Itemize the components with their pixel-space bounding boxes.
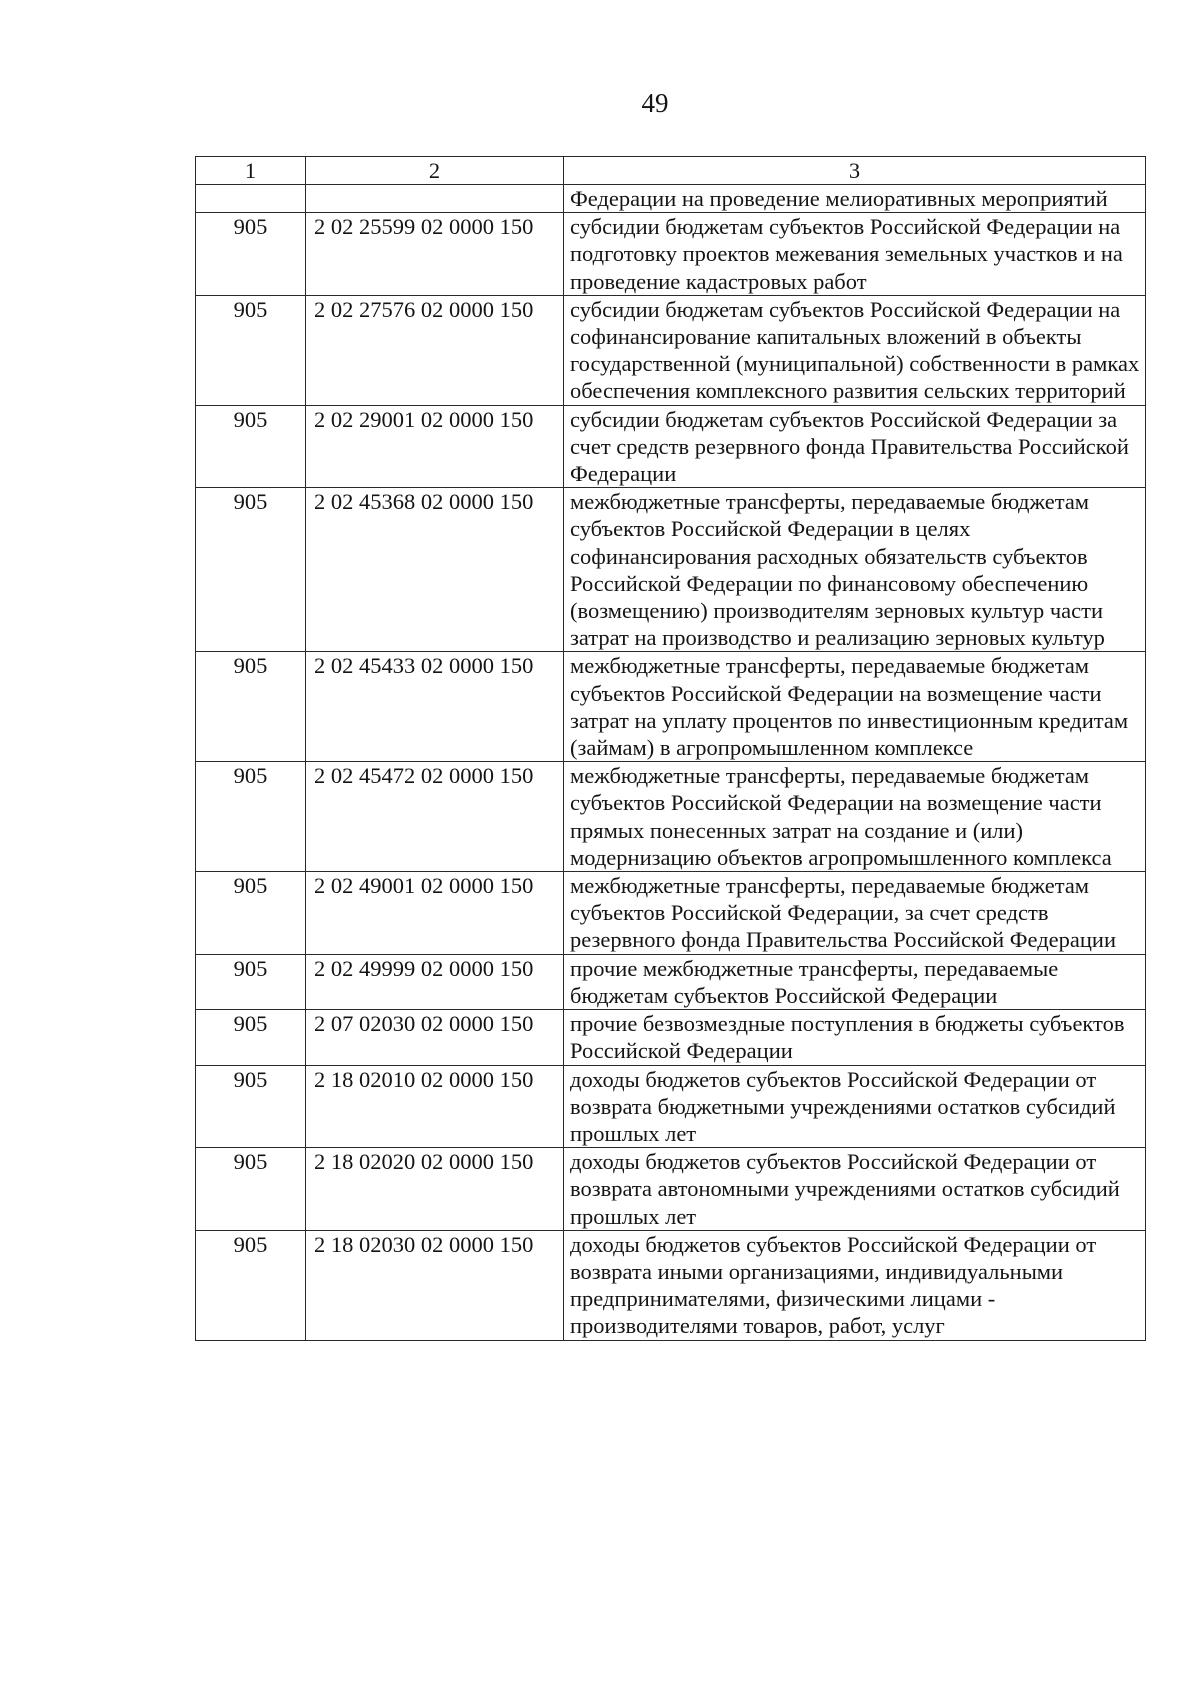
admin-code-cell: 905 bbox=[196, 872, 306, 955]
description-cell: субсидии бюджетам субъектов Российской Федерации за счет средств резервного фонда Правительства Российской Федерации bbox=[564, 405, 1146, 488]
table-row bbox=[196, 295, 1146, 405]
description-cell: доходы бюджетов субъектов Российской Федерации от возврата иными организациями, индивидуальными предпринимателями, физическими лицами - производителями товаров, работ, услуг bbox=[564, 1230, 1146, 1340]
page-number: 49 bbox=[641, 88, 669, 118]
description-cell: субсидии бюджетам субъектов Российской Федерации на подготовку проектов межевания земельных участков и на проведение кадастровых работ bbox=[564, 213, 1146, 296]
admin-code-cell: 905 bbox=[196, 295, 306, 405]
table-row bbox=[196, 872, 1146, 955]
budget-code-cell: 2 02 45433 02 0000 150 bbox=[306, 652, 564, 762]
table-row bbox=[196, 652, 1146, 762]
table-row bbox=[196, 762, 1146, 872]
budget-code-cell: 2 02 27576 02 0000 150 bbox=[306, 295, 564, 405]
admin-code-cell bbox=[196, 185, 306, 213]
description-cell: субсидии бюджетам субъектов Российской Федерации на софинансирование капитальных вложений в объекты государственной (муниципальной) собственности в рамках обеспечения комплексного развития сельских территорий bbox=[564, 295, 1146, 405]
budget-code-cell: 2 18 02030 02 0000 150 bbox=[306, 1230, 564, 1340]
admin-code-cell: 905 bbox=[196, 1230, 306, 1340]
budget-code-cell: 2 02 45368 02 0000 150 bbox=[306, 488, 564, 652]
admin-code-cell: 905 bbox=[196, 652, 306, 762]
table-row bbox=[196, 1065, 1146, 1148]
budget-code-cell: 2 18 02010 02 0000 150 bbox=[306, 1065, 564, 1148]
budget-code-cell: 2 02 45472 02 0000 150 bbox=[306, 762, 564, 872]
column-header-3: 3 bbox=[564, 157, 1146, 185]
admin-code-cell: 905 bbox=[196, 1010, 306, 1065]
description-cell: межбюджетные трансферты, передаваемые бюджетам субъектов Российской Федерации на возмещение части прямых понесенных затрат на создание и (или) модернизацию объектов агропромышленного комплекса bbox=[564, 762, 1146, 872]
description-cell: прочие безвозмездные поступления в бюджеты субъектов Российской Федерации bbox=[564, 1010, 1146, 1065]
budget-code-cell: 2 18 02020 02 0000 150 bbox=[306, 1148, 564, 1231]
table-row bbox=[196, 405, 1146, 488]
table-row bbox=[196, 954, 1146, 1009]
budget-codes-table bbox=[195, 156, 1146, 1341]
budget-code-cell bbox=[306, 185, 564, 213]
budget-code-cell: 2 02 29001 02 0000 150 bbox=[306, 405, 564, 488]
column-header-2: 2 bbox=[306, 157, 564, 185]
table-row bbox=[196, 185, 1146, 213]
admin-code-cell: 905 bbox=[196, 762, 306, 872]
table-header-row bbox=[196, 157, 1146, 185]
description-cell: доходы бюджетов субъектов Российской Федерации от возврата бюджетными учреждениями остатков субсидий прошлых лет bbox=[564, 1065, 1146, 1148]
admin-code-cell: 905 bbox=[196, 405, 306, 488]
description-cell: межбюджетные трансферты, передаваемые бюджетам субъектов Российской Федерации, за счет средств резервного фонда Правительства Российской Федерации bbox=[564, 872, 1146, 955]
admin-code-cell: 905 bbox=[196, 488, 306, 652]
admin-code-cell: 905 bbox=[196, 954, 306, 1009]
budget-code-cell: 2 02 49001 02 0000 150 bbox=[306, 872, 564, 955]
admin-code-cell: 905 bbox=[196, 1148, 306, 1231]
budget-code-cell: 2 07 02030 02 0000 150 bbox=[306, 1010, 564, 1065]
description-cell: прочие межбюджетные трансферты, передаваемые бюджетам субъектов Российской Федерации bbox=[564, 954, 1146, 1009]
table-row bbox=[196, 488, 1146, 652]
table-row bbox=[196, 1010, 1146, 1065]
table-row bbox=[196, 1230, 1146, 1340]
budget-code-cell: 2 02 49999 02 0000 150 bbox=[306, 954, 564, 1009]
column-header-1: 1 bbox=[196, 157, 306, 185]
description-cell: доходы бюджетов субъектов Российской Федерации от возврата автономными учреждениями остатков субсидий прошлых лет bbox=[564, 1148, 1146, 1231]
budget-code-cell: 2 02 25599 02 0000 150 bbox=[306, 213, 564, 296]
admin-code-cell: 905 bbox=[196, 1065, 306, 1148]
table-row bbox=[196, 1148, 1146, 1231]
description-cell: межбюджетные трансферты, передаваемые бюджетам субъектов Российской Федерации в целях софинансирования расходных обязательств субъектов Российской Федерации по финансовому обеспечению (возмещению) производителям зерновых культур части затрат на производство и реализацию зерновых культур bbox=[564, 488, 1146, 652]
description-cell: Федерации на проведение мелиоративных мероприятий bbox=[564, 185, 1146, 213]
description-cell: межбюджетные трансферты, передаваемые бюджетам субъектов Российской Федерации на возмещение части затрат на уплату процентов по инвестиционным кредитам (займам) в агропромышленном комплексе bbox=[564, 652, 1146, 762]
table-row bbox=[196, 213, 1146, 296]
admin-code-cell: 905 bbox=[196, 213, 306, 296]
